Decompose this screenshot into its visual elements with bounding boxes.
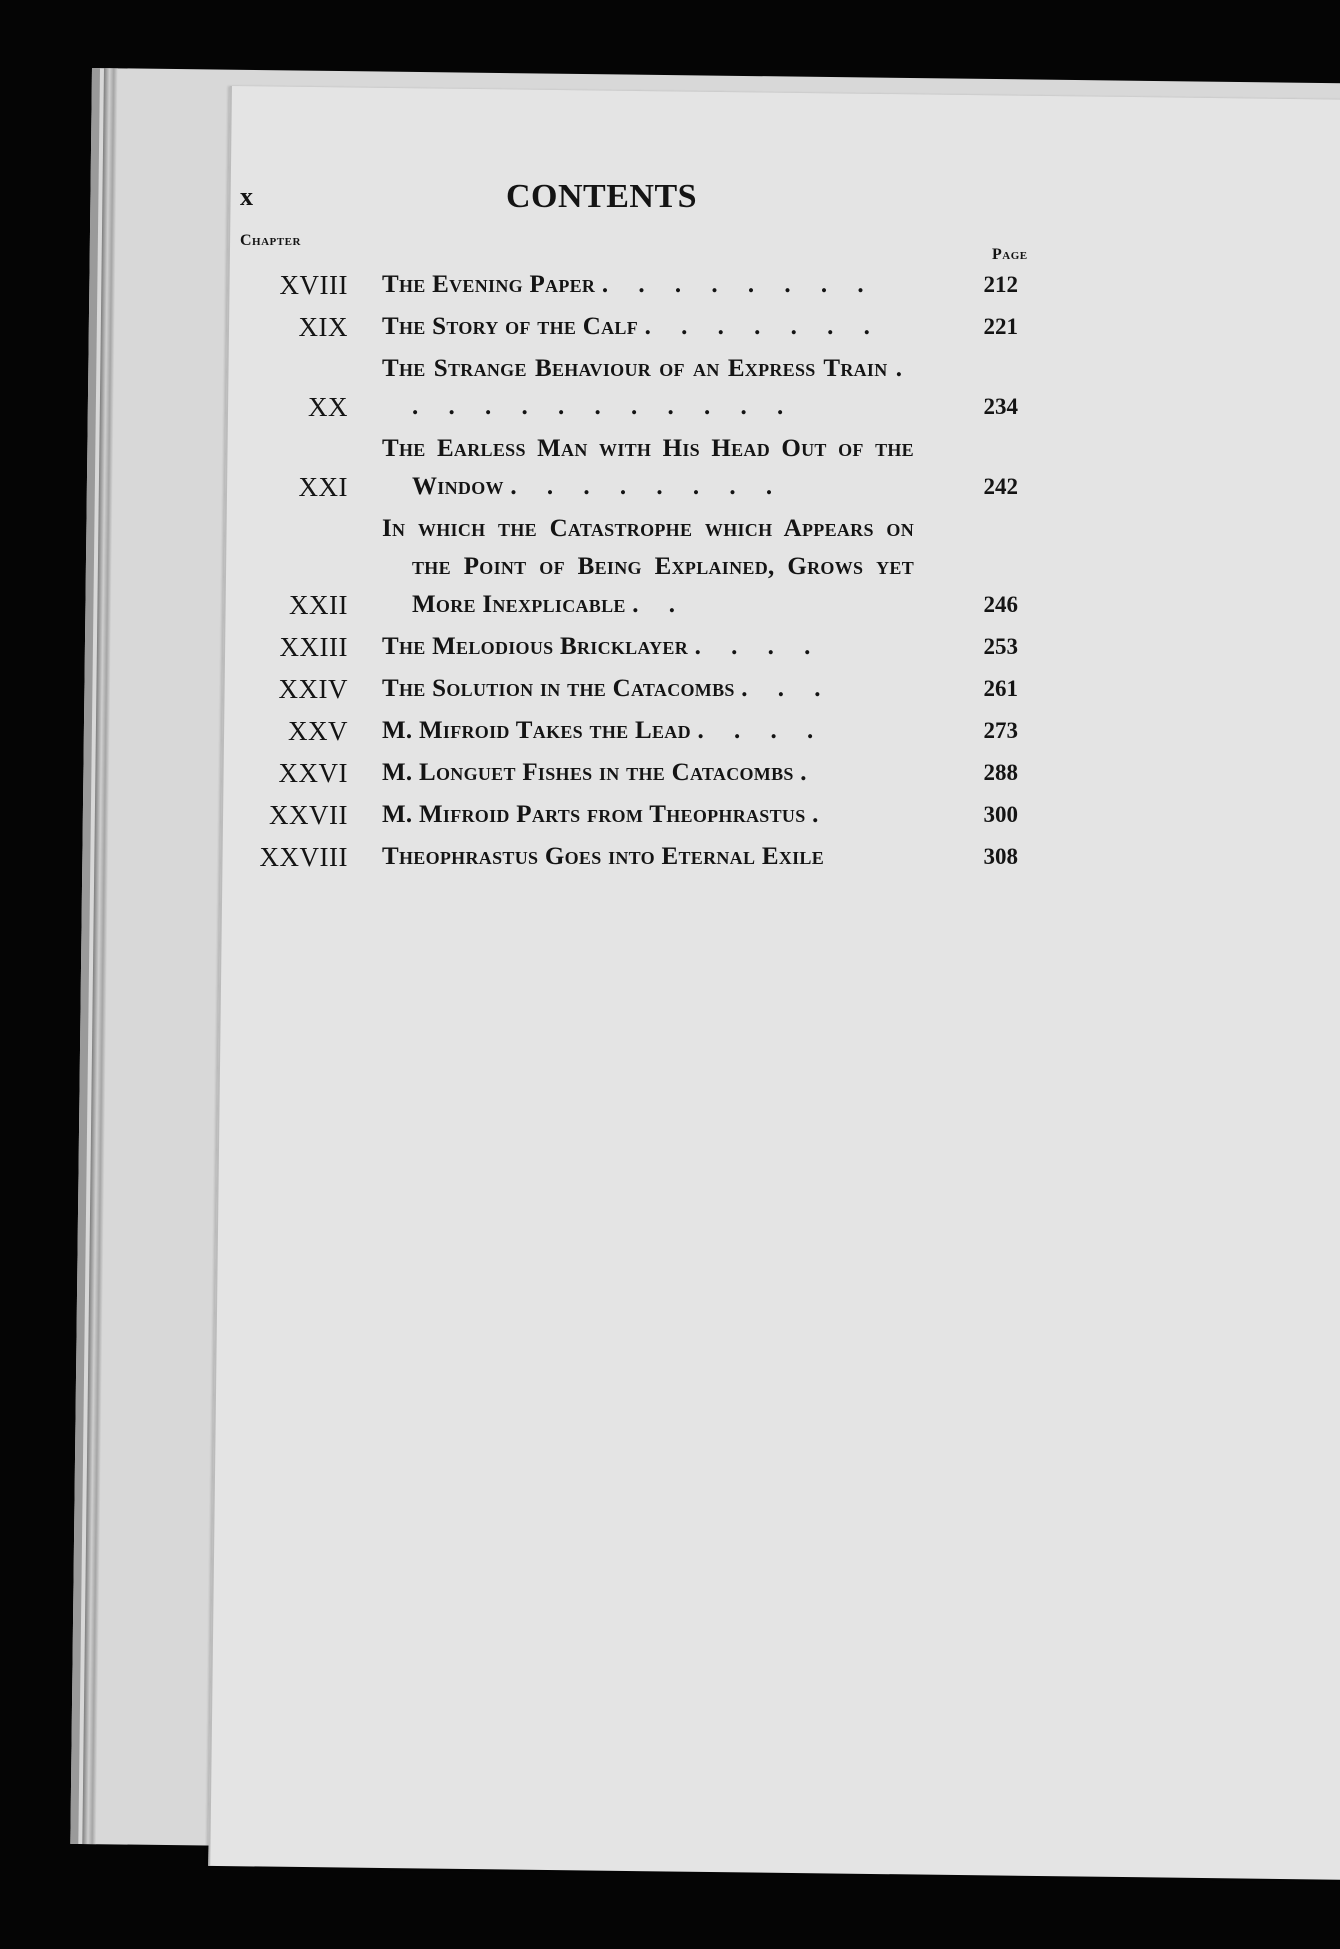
chapter-title: Theophrastus Goes into Eternal Exile	[382, 843, 825, 870]
page-number: 261	[983, 676, 1018, 701]
chapter-title: The Story of the Calf . . . . . . .	[382, 313, 882, 340]
page-number: 273	[983, 718, 1018, 743]
contents-entry	[240, 838, 1040, 876]
chapter-number: XIX	[298, 312, 348, 342]
contents-entry	[240, 754, 1040, 792]
folio-number: x	[240, 182, 253, 211]
leader-dots: . . . . . . . .	[601, 271, 876, 298]
page-header	[240, 178, 1040, 230]
chapter-title: The Evening Paper . . . . . . . .	[382, 271, 876, 298]
contents-page	[240, 178, 1040, 880]
contents-entry	[240, 712, 1040, 750]
chapter-number: XXIV	[278, 674, 348, 704]
leader-dots: . . . . . . .	[644, 313, 882, 340]
chapter-title: The Earless Man with His Head Out of the Window . . . . . . . .	[382, 435, 914, 500]
chapter-number: XXVI	[278, 758, 348, 788]
chapter-number: XXII	[289, 590, 348, 620]
chapter-title: M. Longuet Fishes in the Catacombs .	[382, 759, 819, 786]
chapter-title: The Solution in the Catacombs . . .	[382, 675, 833, 702]
chapter-title: M. Mifroid Takes the Lead . . . .	[382, 717, 826, 744]
chapter-number: XXVII	[269, 800, 348, 830]
leader-dots: .	[800, 759, 819, 786]
chapter-number: XXV	[288, 716, 348, 746]
contents-entry	[240, 796, 1040, 834]
contents-entry	[240, 266, 1040, 304]
contents-entry	[240, 350, 1040, 426]
chapter-number: XVIII	[279, 270, 348, 300]
page-number: 242	[983, 474, 1018, 499]
chapter-number: XX	[308, 392, 348, 422]
leader-dots: . . . .	[694, 633, 823, 660]
contents-entry	[240, 430, 1040, 506]
contents-entry	[240, 670, 1040, 708]
page-number: 300	[983, 802, 1018, 827]
leader-dots: . . . . . . . .	[510, 473, 785, 500]
leader-dots: .	[812, 801, 831, 828]
page-number: 253	[983, 634, 1018, 659]
chapter-title: The Strange Behaviour of an Express Train . . . . . . . . . . . .	[382, 355, 914, 420]
chapter-title: M. Mifroid Parts from Theophrastus .	[382, 801, 831, 828]
contents-list	[240, 266, 1040, 876]
leader-dots: . . . .	[697, 717, 826, 744]
contents-entry	[240, 510, 1040, 624]
leader-dots: . . .	[741, 675, 833, 702]
leader-dots: . . . . . . . . . . . .	[412, 355, 914, 420]
page-number: 234	[983, 394, 1018, 419]
page-number: 308	[983, 844, 1018, 869]
column-labels	[240, 230, 1040, 266]
chapter-number: XXVIII	[259, 842, 348, 872]
page-number: 288	[983, 760, 1018, 785]
chapter-column-label: Chapter	[240, 232, 301, 249]
page-column-label: Page	[992, 246, 1028, 263]
contents-entry	[240, 628, 1040, 666]
page-number: 221	[983, 314, 1018, 339]
leader-dots: . .	[632, 591, 688, 618]
page-title: CONTENTS	[506, 178, 698, 215]
chapter-number: XXIII	[279, 632, 348, 662]
chapter-title: The Melodious Bricklayer . . . .	[382, 633, 823, 660]
page-number: 212	[983, 272, 1018, 297]
page-number: 246	[983, 592, 1018, 617]
contents-entry	[240, 308, 1040, 346]
chapter-number: XXI	[298, 472, 348, 502]
chapter-title: In which the Catastrophe which Appears on the Point of Being Explained, Grows yet More Inexplicable . .	[382, 515, 914, 618]
